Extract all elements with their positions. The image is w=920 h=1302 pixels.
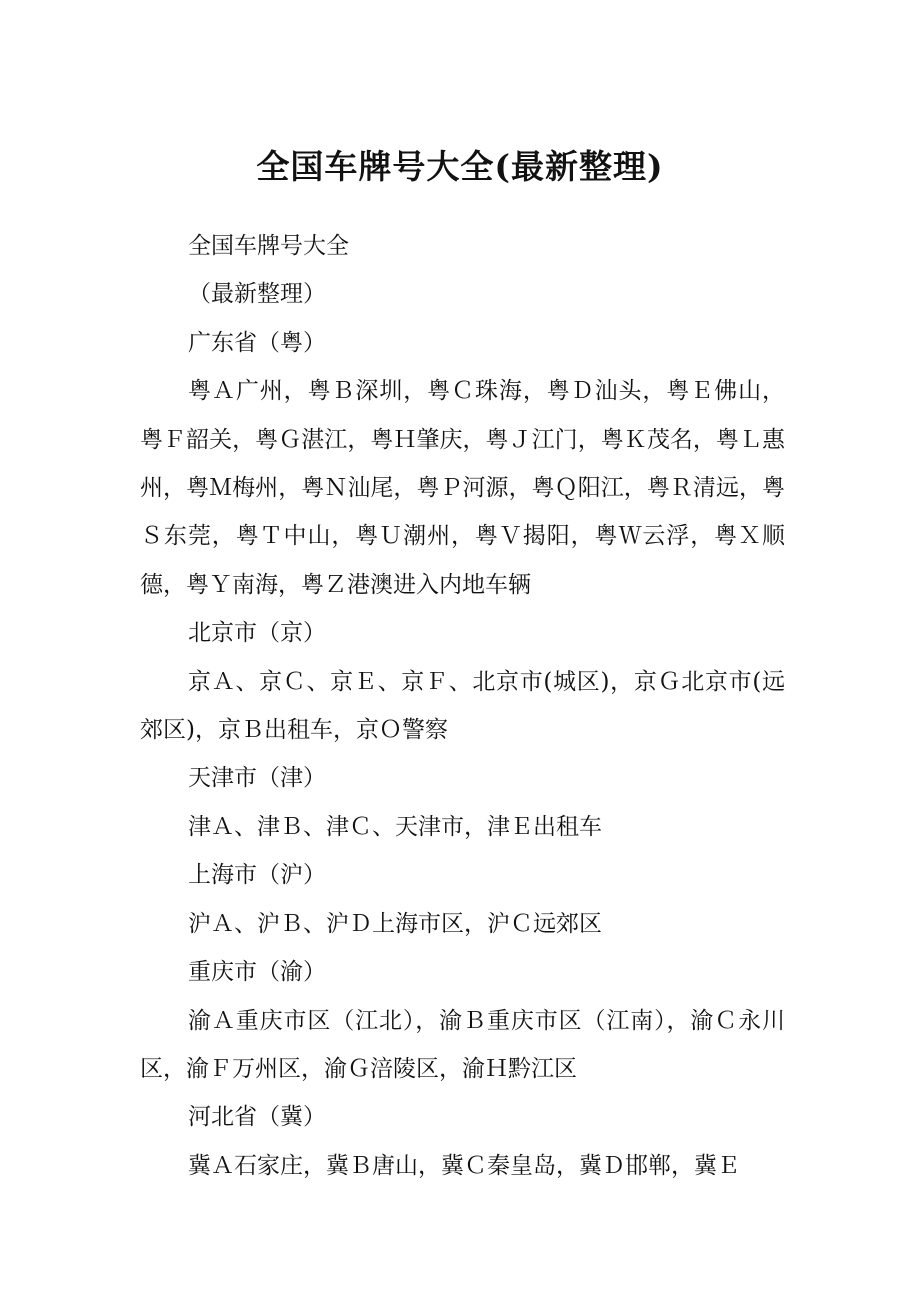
section-text-tianjin: 津Ａ、津Ｂ、津Ｃ、天津市，津Ｅ出租车 [188, 813, 602, 840]
section-heading-guangdong: 广东省（粤） [188, 329, 326, 356]
document-title: 全国车牌号大全(最新整理) [256, 147, 664, 186]
section-text-shanghai: 沪Ａ、沪Ｂ、沪Ｄ上海市区，沪Ｃ远郊区 [188, 910, 602, 937]
section-heading-shanghai: 上海市（沪） [188, 862, 326, 889]
section-text-chongqing: 渝Ａ重庆市区（江北），渝Ｂ重庆市区（江南），渝Ｃ永川区，渝Ｆ万州区，渝Ｇ涪陵区，渝Ｈ黔江区 [140, 1007, 785, 1082]
section-heading-chongqing: 重庆市（渝） [188, 959, 326, 986]
paragraph-subheading: （最新整理） [188, 281, 326, 308]
document-body [140, 222, 785, 1190]
section-heading-tianjin: 天津市（津） [188, 765, 326, 792]
paragraph-heading: 全国车牌号大全 [188, 233, 349, 259]
section-heading-hebei: 河北省（冀） [188, 1104, 326, 1131]
section-heading-beijing: 北京市（京） [188, 620, 326, 647]
section-text-guangdong: 粤Ａ广州，粤Ｂ深圳，粤Ｃ珠海，粤Ｄ汕头，粤Ｅ佛山，粤Ｆ韶关，粤Ｇ湛江，粤Ｈ肇庆，粤Ｊ江门，粤Ｋ茂名，粤Ｌ惠州，粤Ｍ梅州，粤Ｎ汕尾，粤Ｐ河源，粤Ｑ阳江，粤Ｒ清远，粤Ｓ东莞，粤Ｔ中山，粤Ｕ潮州，粤Ｖ揭阳，粤Ｗ云浮，粤Ｘ顺德，粤Ｙ南海，粤Ｚ港澳进入内地车辆 [140, 378, 786, 598]
section-text-hebei: 冀Ａ石家庄，冀Ｂ唐山，冀Ｃ秦皇岛，冀Ｄ邯郸，冀Ｅ [188, 1152, 740, 1179]
section-text-beijing: 京Ａ、京Ｃ、京Ｅ、京Ｆ、北京市(城区)，京Ｇ北京市(远郊区)，京Ｂ出租车，京Ｏ警察 [140, 668, 785, 744]
